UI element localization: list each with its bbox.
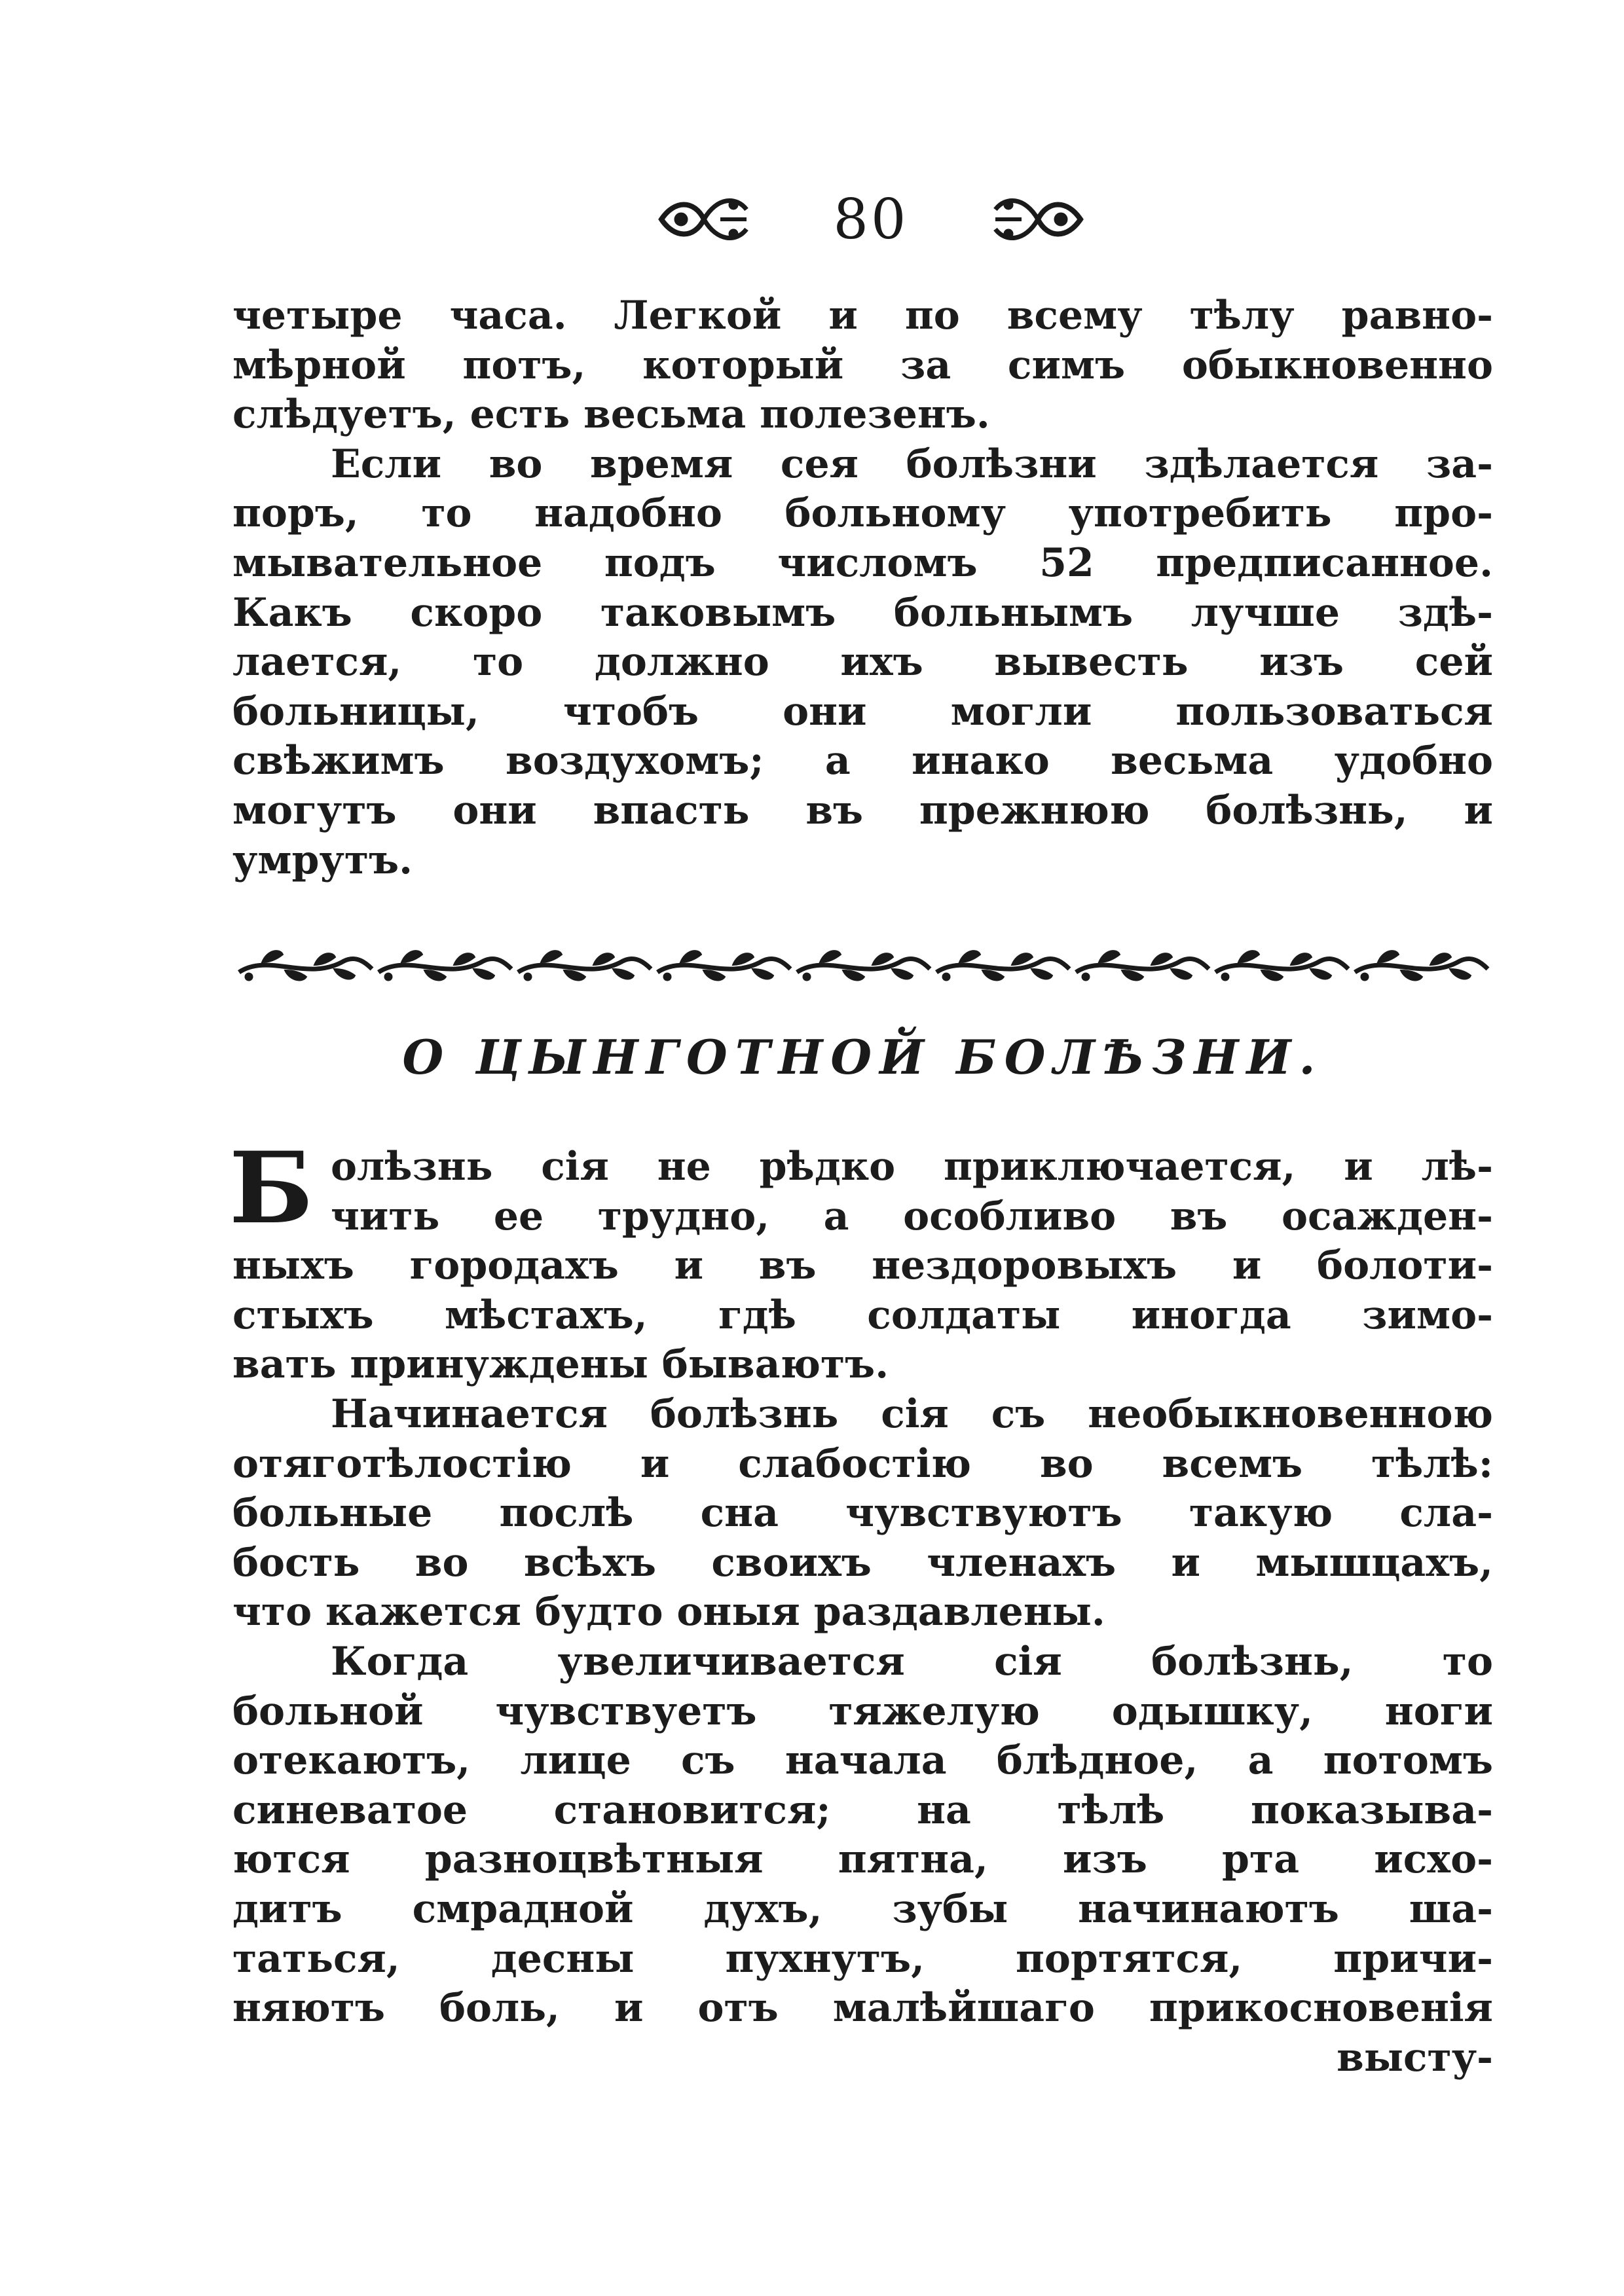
text-line: стыхъ мѣстахъ, гдѣ солдаты иногда зимо- [232, 1292, 1493, 1338]
text-line: четыре часа. Легкой и по всему тѣлу равно- [232, 293, 1493, 338]
catchword: высту- [1337, 2034, 1493, 2081]
leaf-vine-rule-ornament [236, 943, 1493, 989]
text-line: таться, десны пухнутъ, портятся, причи- [232, 1935, 1493, 1982]
text-line: Если во время сея болѣзни здѣлается за- [331, 441, 1493, 487]
body-text-top [232, 291, 1493, 885]
text-line: Какъ скоро таковымъ больнымъ лучше здѣ- [232, 589, 1493, 636]
vine-leaf-motif [239, 951, 372, 981]
fleuron-ornament-right [989, 187, 1087, 252]
text-line: поръ, то надобно больному употребить про- [232, 490, 1493, 537]
vine-leaf-motif [797, 951, 930, 981]
body-text-section [232, 1142, 1493, 2083]
text-line: умрутъ. [232, 837, 413, 883]
vine-leaf-motif [518, 951, 651, 981]
text-line: свѣжимъ воздухомъ; а инако весьма удобно [232, 738, 1493, 784]
text-line: няютъ боль, и отъ малѣйшаго прикосновенія [232, 1985, 1493, 2032]
page-number: 80 [833, 187, 909, 251]
text-line: Начинается болѣзнь сія съ необыкновенною [331, 1391, 1493, 1437]
vine-leaf-motif [1215, 951, 1348, 981]
section-heading: О ЦЫНГОТНОЙ БОЛѢЗНИ. [402, 1029, 1323, 1085]
text-line: лается, то должно ихъ вывесть изъ сей [232, 639, 1493, 685]
vine-leaf-motif [1355, 951, 1488, 981]
text-line: олѣзнь сія не рѣдко приключается, и лѣ- [331, 1144, 1493, 1190]
text-line: отяготѣлостію и слабостію во всемъ тѣлѣ: [232, 1440, 1493, 1487]
running-header [655, 183, 1087, 255]
text-line: что кажется будто оныя раздавлены. [232, 1589, 1105, 1635]
text-line: мѣрной потъ, который за симъ обыкновенно [232, 342, 1493, 388]
vine-leaf-motif [657, 951, 790, 981]
text-line: дитъ смрадной духъ, зубы начинаютъ ша- [232, 1886, 1493, 1932]
text-line: бость во всѣхъ своихъ членахъ и мышцахъ, [232, 1539, 1493, 1586]
text-line: больные послѣ сна чувствуютъ такую сла- [232, 1490, 1493, 1537]
text-line: больной чувствуетъ тяжелую одышку, ноги [232, 1688, 1493, 1734]
vine-leaf-motif [936, 951, 1069, 981]
text-line: слѣдуетъ, есть весьма полезенъ. [232, 392, 990, 438]
drop-capital: Б [229, 1131, 314, 1246]
vine-leaf-motif [378, 951, 511, 981]
text-line: больницы, чтобъ они могли пользоваться [232, 688, 1493, 735]
text-line: ются разноцвѣтныя пятна, изъ рта исхо- [232, 1836, 1493, 1883]
text-line: ныхъ городахъ и въ нездоровыхъ и болоти- [232, 1243, 1493, 1289]
text-line: вать принуждены бываютъ. [232, 1341, 889, 1388]
text-line: отекаютъ, лице съ начала блѣдное, а потомъ [232, 1738, 1493, 1784]
text-line: мывательное подъ числомъ 52 предписанное. [232, 539, 1493, 586]
text-line: синеватое становится; на тѣлѣ показыва- [232, 1787, 1493, 1833]
fleuron-ornament-left [655, 187, 753, 252]
vine-leaf-motif [1076, 951, 1209, 981]
text-line: чить ее трудно, а особливо въ осажден- [331, 1193, 1493, 1239]
text-line: могутъ они впасть въ прежнюю болѣзнь, и [232, 787, 1493, 833]
text-line: Когда увеличивается сія болѣзнь, то [331, 1638, 1493, 1685]
